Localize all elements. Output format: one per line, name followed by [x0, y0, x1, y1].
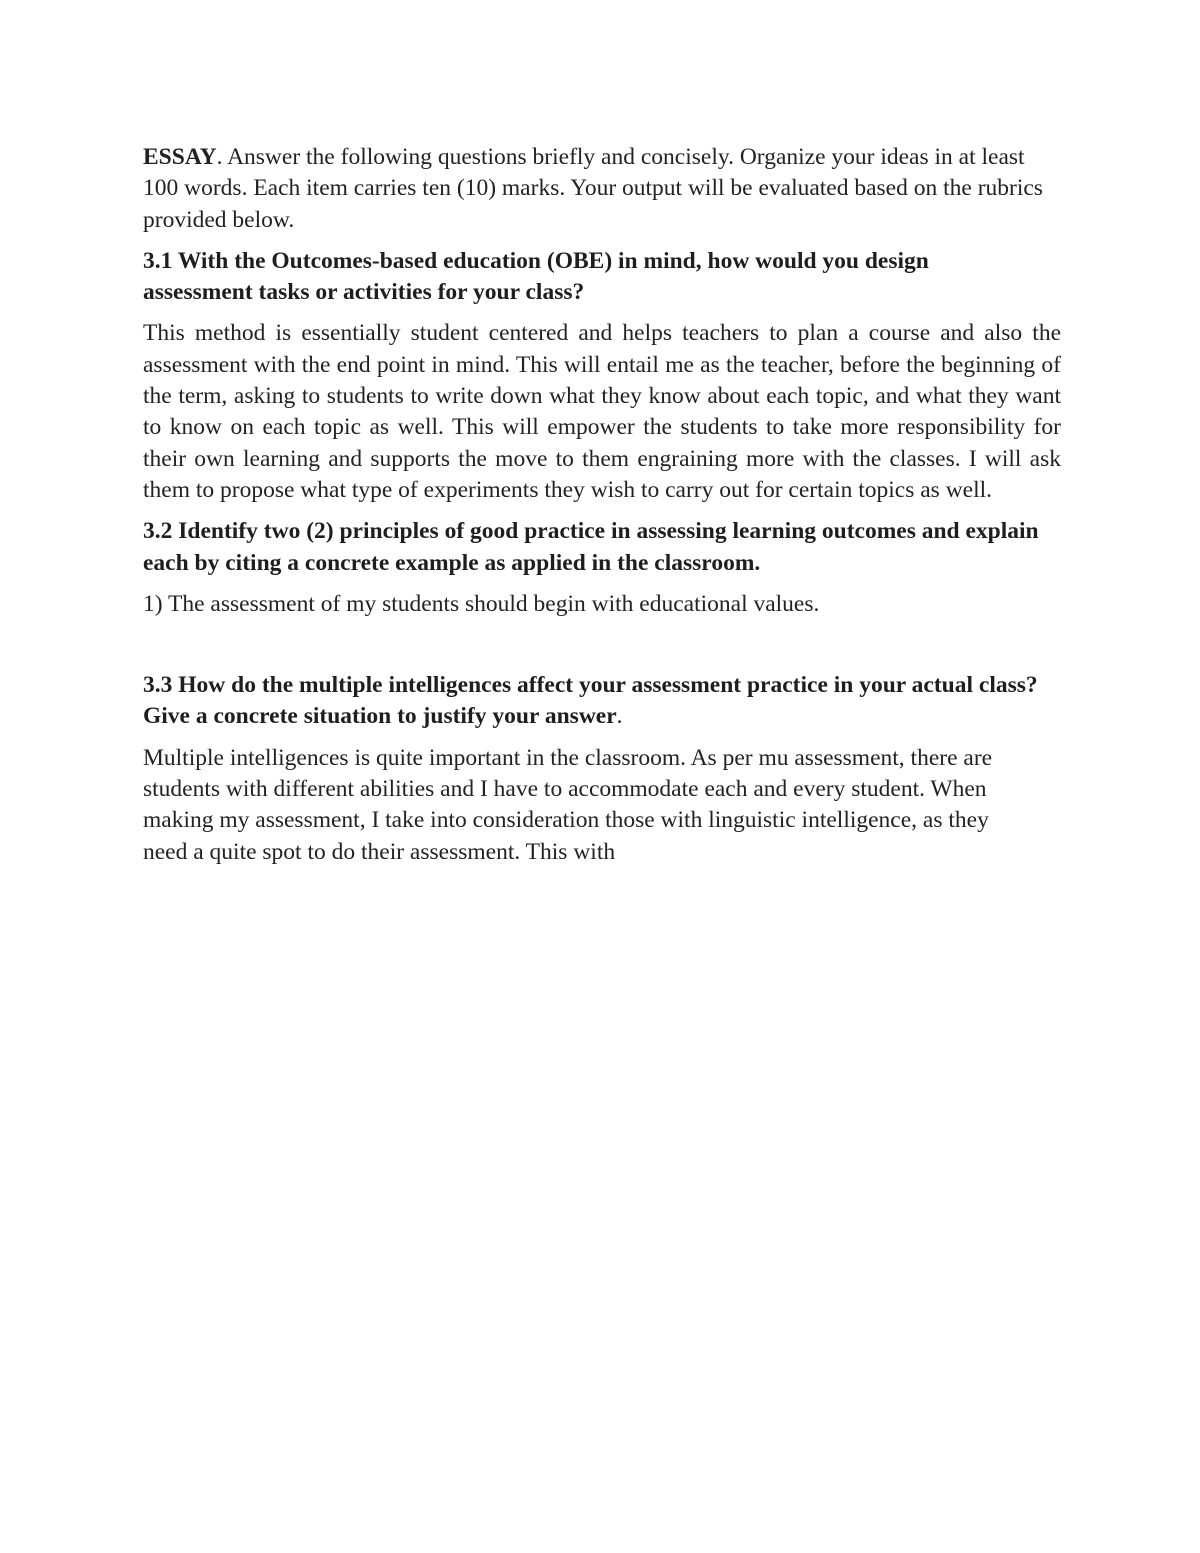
essay-label: ESSAY: [143, 144, 217, 170]
instructions-text: . Answer the following questions briefly and concisely. Organize your ideas in at least 100 words. Each item carries ten (10) marks. Your output will be evaluated based on the rubrics provided below.: [143, 144, 1043, 233]
question-3-2: 3.2 Identify two (2) principles of good practice in assessing learning outcomes and explain each by citing a concrete example as applied in the classroom.: [143, 518, 1039, 576]
question-3-3-text: 3.3 How do the multiple intelligences affect your assessment practice in your actual class? Give a concrete situation to justify your answer: [143, 672, 1038, 730]
answer-3-3: Multiple intelligences is quite important in the classroom. As per mu assessment, there are students with different abilities and I have to accommodate each and every student. When making my assessment, I take into consideration those with linguistic intelligence, as they need a quite spot to do their assessment. This with: [143, 744, 993, 865]
essay-instructions: [143, 142, 1043, 236]
document-body: [143, 142, 1061, 878]
question-3-3-period: .: [616, 703, 623, 730]
answer-3-2: 1) The assessment of my students should begin with educational values.: [143, 590, 820, 617]
question-3-3: [143, 670, 1043, 733]
question-3-1: 3.1 With the Outcomes-based education (OBE) in mind, how would you design assessment tasks or activities for your class?: [143, 247, 929, 306]
answer-3-1: This method is essentially student centered and helps teachers to plan a course and also the assessment with the end point in mind. This will entail me as the teacher, before the beginning of the term, asking to students to write down what they know about each topic, and what they want to know on each topic as well. This will empower the students to take more responsibility for their own learning and supports the move to them engraining more with the classes. I will ask them to propose what type of experiments they wish to carry out for certain topics as well.: [143, 320, 1061, 503]
